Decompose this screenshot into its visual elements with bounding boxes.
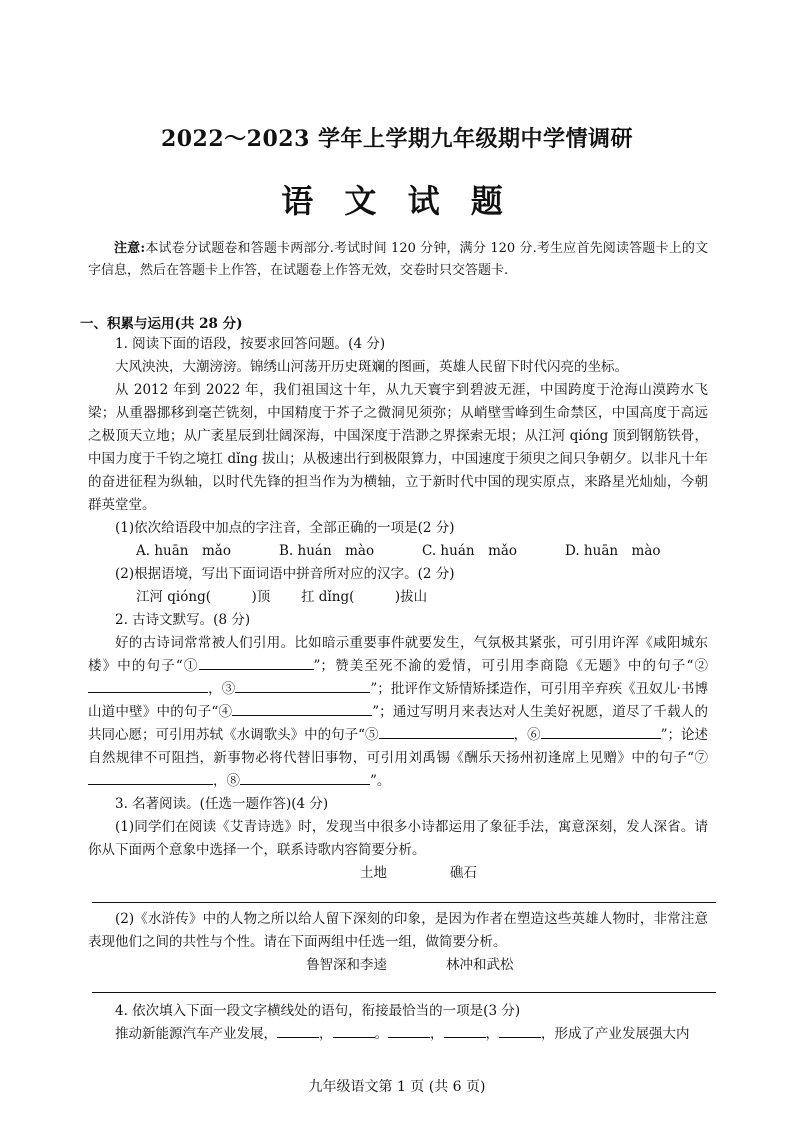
q1-sub1: (1)依次给语段中加点的字注音，全部正确的一项是(2 分): [115, 520, 455, 536]
option-b: B. huán mào: [279, 543, 375, 559]
q1-p1: 大风泱泱，大潮滂滂。锦绣山河荡开历史斑斓的图画，英雄人民留下时代闪亮的坐标。: [115, 359, 628, 375]
q1-fills: [88, 586, 708, 609]
option-c: C. huán mǎo: [422, 543, 518, 559]
image-tudi: 土地: [360, 865, 387, 881]
q1-stem: 1. 阅读下面的语段，按要求回答问题。(4 分): [115, 336, 386, 352]
q3-stem: 3. 名著阅读。(任选一题作答)(4 分): [115, 796, 329, 812]
q3-sub1: (1)同学们在阅读《艾青诗选》时，发现当中很多小诗都运用了象征手法，寓意深刻，发人深省。请你从下面两个意象中选择一个，联系诗歌内容简要分析。: [88, 819, 708, 858]
q3-sub2: (2)《水浒传》中的人物之所以给人留下深刻的印象，是因为作者在塑造这些英雄人物时，非常注意表现他们之间的共性与个性。请在下面两组中任选一组，做简要分析。: [88, 911, 708, 950]
q1-stem-block: [88, 333, 708, 1046]
q4-text: 推动新能源汽车产业发展， ， 。 ， ， ，形成了产业发展强大内: [88, 1023, 708, 1046]
fill-qiong: 江河 qióng( )顶: [136, 589, 271, 605]
image-jiaoshi: 礁石: [450, 865, 477, 881]
option-d: D. huān mào: [565, 543, 661, 559]
q3-groups: [88, 954, 708, 977]
exam-subject: 语 文 试 题: [281, 182, 513, 220]
q1-sub2: (2)根据语境，写出下面词语中拼音所对应的汉字。(2 分): [115, 566, 455, 582]
notice: [88, 238, 708, 282]
option-a: A. huān mǎo: [136, 543, 231, 559]
fill-ding: 扛 dǐng( )拔山: [301, 589, 428, 605]
page-footer: 九年级语文第 1 页 (共 6 页): [308, 1079, 486, 1095]
section1-heading: 一、积累与运用(共 28 分): [80, 316, 243, 332]
q2-stem: 2. 古诗文默写。(8 分): [115, 612, 251, 628]
notice-text: 本试卷分试题卷和答题卡两部分.考试时间 120 分钟，满分 120 分.考生应首先阅读答题卡上的文字信息，然后在答题卡上作答，在试题卷上作答无效，交卷时只交答题卡.: [88, 241, 708, 278]
q1-p2: 从 2012 年到 2022 年，我们祖国这十年，从九天寰宇到碧波无涯，中国跨度于沧海山漠跨水飞梁；从重器挪移到毫芒铣刻，中国精度于芥子之微洞见须弥；从峭壁雪峰到生命禁区，中国高度于高远之极顶天立地；从广袤星辰到壮阔深海，中国深度于浩渺之界探索无垠；从江河 qióng 顶到钢筋铁骨，中国力度于千钧之境扛 dǐng 拔山；从极速出行到极限算力，中国速度于须臾之间只争朝夕。以非凡十年的奋进征程为纵轴，以时代先锋的担当作为为横轴，立于新时代中国的现实原点，来路星光灿灿，今朝群英堂堂。: [88, 382, 708, 513]
q4-stem: 4. 依次填入下面一段文字横线处的语句，衔接最恰当的一项是(3 分): [115, 1003, 521, 1019]
notice-label: 注意:: [114, 241, 146, 256]
group-1: 鲁智深和李逵: [306, 957, 387, 973]
exam-title: 2022～2023 学年上学期九年级期中学情调研: [160, 126, 634, 152]
group-2: 林冲和武松: [446, 957, 514, 973]
q3-answer-line-2: [88, 977, 708, 1000]
q3-images: [88, 862, 708, 885]
q3-answer-line-1: [88, 885, 708, 908]
q2-text: 好的古诗词常常被人们引用。比如暗示重要事件就要发生，气氛极其紧张，可引用许浑《咸阳城东楼》中的句子“① ”；赞美至死不渝的爱情，可引用李商隐《无题》中的句子“②，③ ”；批评作文矫情矫揉造作，可引用辛弃疾《丑奴儿·书博山道中壁》中的句子“④ ”；通过写明月来表达对人生美好祝愿，道尽了千载人的共同心愿；可引用苏轼《水调歌头》中的句子“⑤ ，⑥ ”；论述自然规律不可阻挡，新事物必将代替旧事物，可引用刘禹锡《酬乐天扬州初逢席上见赠》中的句子“⑦，⑧ ”。: [88, 635, 709, 789]
q1-options: [88, 540, 708, 563]
